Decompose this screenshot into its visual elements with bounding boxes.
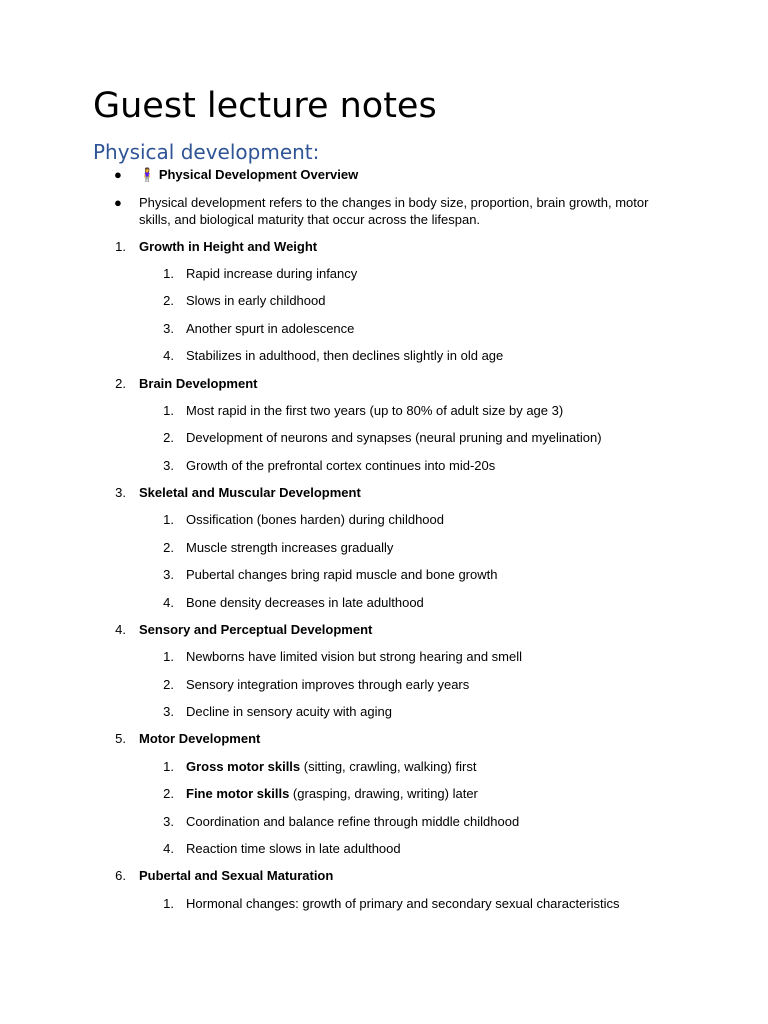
list-item: Newborns have limited vision but strong hearing and smell bbox=[186, 649, 523, 664]
fine-motor-term: Fine motor skills bbox=[186, 786, 290, 801]
list-item: Hormonal changes: growth of primary and secondary sexual characteristics bbox=[186, 896, 620, 911]
item-number: 3. bbox=[163, 321, 174, 336]
list-item: Decline in sensory acuity with aging bbox=[186, 704, 392, 719]
section-number: 5. bbox=[115, 731, 126, 746]
section-number: 6. bbox=[115, 868, 126, 883]
list-item: Coordination and balance refine through middle childhood bbox=[186, 814, 520, 829]
item-number: 3. bbox=[163, 704, 174, 719]
list-item: Pubertal changes bring rapid muscle and bone growth bbox=[186, 567, 498, 582]
list-item: Growth of the prefrontal cortex continues into mid-20s bbox=[186, 458, 496, 473]
section-heading-skeletal: Skeletal and Muscular Development bbox=[139, 485, 361, 500]
bullet-overview bbox=[139, 166, 358, 183]
item-number: 1. bbox=[163, 759, 174, 774]
item-number: 4. bbox=[163, 348, 174, 363]
item-number: 1. bbox=[163, 266, 174, 281]
bullet-definition: Physical development refers to the changes in body size, proportion, brain growth, motor skills, and biological maturity that occur across the lifespan. bbox=[139, 195, 649, 227]
section-number: 2. bbox=[115, 376, 126, 391]
section-heading-growth: Growth in Height and Weight bbox=[139, 239, 318, 254]
list-item: Most rapid in the first two years (up to 80% of adult size by age 3) bbox=[186, 403, 564, 418]
section-heading-sensory: Sensory and Perceptual Development bbox=[139, 622, 373, 637]
bullet-overview-label: Physical Development Overview bbox=[158, 167, 359, 182]
list-item bbox=[186, 758, 476, 775]
section-heading-motor: Motor Development bbox=[139, 731, 261, 746]
item-number: 3. bbox=[163, 458, 174, 473]
bullet-marker: ● bbox=[114, 195, 122, 210]
item-number: 2. bbox=[163, 677, 174, 692]
section-heading-pubertal: Pubertal and Sexual Maturation bbox=[139, 868, 334, 883]
section-number: 1. bbox=[115, 239, 126, 254]
item-number: 4. bbox=[163, 595, 174, 610]
item-number: 2. bbox=[163, 293, 174, 308]
list-item: Another spurt in adolescence bbox=[186, 321, 355, 336]
item-number: 1. bbox=[163, 512, 174, 527]
fine-motor-desc: (grasping, drawing, writing) later bbox=[289, 786, 478, 801]
item-number: 3. bbox=[163, 814, 174, 829]
list-item: Sensory integration improves through early years bbox=[186, 677, 470, 692]
item-number: 2. bbox=[163, 786, 174, 801]
item-number: 1. bbox=[163, 649, 174, 664]
list-item bbox=[186, 785, 478, 802]
section-heading-brain: Brain Development bbox=[139, 376, 258, 391]
list-item: Bone density decreases in late adulthood bbox=[186, 595, 424, 610]
list-item: Rapid increase during infancy bbox=[186, 266, 358, 281]
gross-motor-term: Gross motor skills bbox=[186, 759, 301, 774]
gross-motor-desc: (sitting, crawling, walking) first bbox=[300, 759, 477, 774]
item-number: 1. bbox=[163, 403, 174, 418]
list-item: Slows in early childhood bbox=[186, 293, 326, 308]
person-icon: 🧍‍♀ bbox=[139, 167, 156, 182]
item-number: 4. bbox=[163, 841, 174, 856]
list-item: Ossification (bones harden) during childhood bbox=[186, 512, 444, 527]
page-title: Guest lecture notes bbox=[93, 86, 437, 126]
item-number: 3. bbox=[163, 567, 174, 582]
list-item: Stabilizes in adulthood, then declines slightly in old age bbox=[186, 348, 504, 363]
bullet-marker: ● bbox=[114, 167, 122, 182]
list-item: Reaction time slows in late adulthood bbox=[186, 841, 401, 856]
item-number: 1. bbox=[163, 896, 174, 911]
section-heading: Physical development: bbox=[93, 140, 320, 164]
section-number: 3. bbox=[115, 485, 126, 500]
list-item: Development of neurons and synapses (neural pruning and myelination) bbox=[186, 430, 602, 445]
item-number: 2. bbox=[163, 430, 174, 445]
section-number: 4. bbox=[115, 622, 126, 637]
list-item: Muscle strength increases gradually bbox=[186, 540, 394, 555]
item-number: 2. bbox=[163, 540, 174, 555]
